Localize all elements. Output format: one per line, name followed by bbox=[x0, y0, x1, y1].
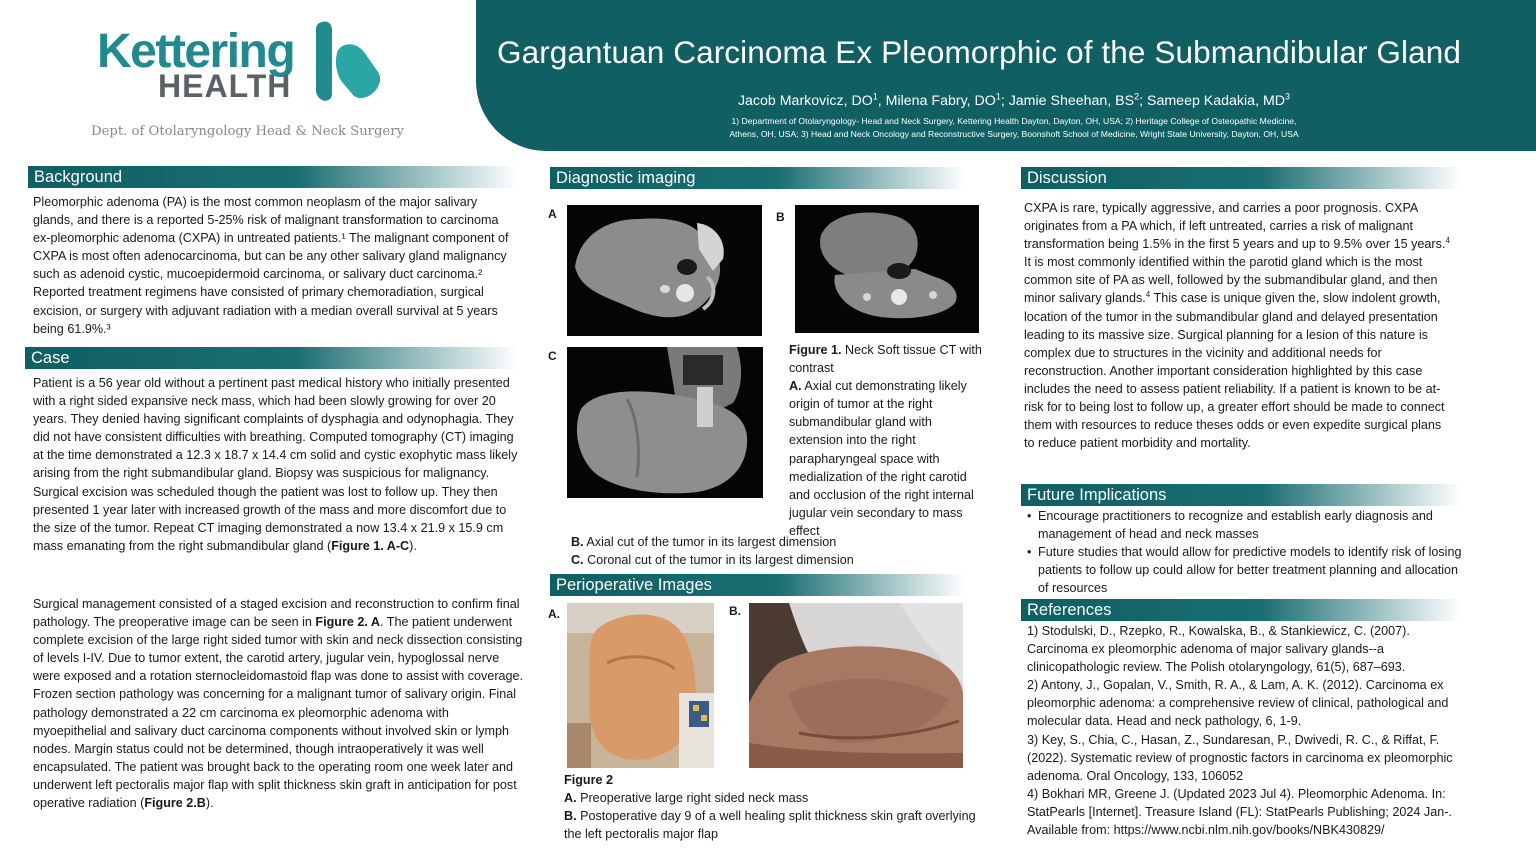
ct-image-axial-b bbox=[795, 205, 979, 333]
case-p1-end: ). bbox=[409, 538, 417, 553]
periop-panel-label-b: B. bbox=[729, 604, 741, 618]
logo-wordmark-health: HEALTH bbox=[158, 68, 292, 104]
section-header-discussion: Discussion bbox=[1021, 167, 1461, 189]
figure-2-b-label: B. bbox=[564, 809, 577, 824]
figure-1-title: Figure 1. bbox=[789, 343, 842, 357]
discussion-text bbox=[1024, 199, 1450, 452]
ct-image-axial-a bbox=[567, 205, 762, 336]
section-header-perioperative-images: Perioperative Images bbox=[550, 574, 965, 596]
future-implication-item: • Encourage practitioners to recognize and establish early diagnosis and management of head and neck masses bbox=[1024, 507, 1464, 543]
section-header-diagnostic-imaging: Diagnostic imaging bbox=[550, 167, 965, 189]
references-list bbox=[1027, 622, 1473, 839]
figure-1-caption bbox=[789, 341, 989, 540]
figure-1-a-label: A. bbox=[789, 379, 802, 394]
section-header-references: References bbox=[1021, 599, 1461, 621]
case-p2-figure-ref-2: Figure 2.B bbox=[144, 796, 206, 811]
figure-1-caption-bc bbox=[571, 533, 971, 569]
author-2: Milena Fabry, DO bbox=[885, 93, 996, 109]
figure-1-title-rest: Neck Soft tissue CT with contrast bbox=[789, 343, 982, 376]
ct-panel-label-c: C bbox=[548, 349, 557, 363]
ct-image-coronal-c bbox=[567, 347, 763, 498]
author-list bbox=[476, 93, 1536, 109]
affiliations-line-2: Athens, OH, USA; 3) Head and Neck Oncology and Reconstructive Surgery, Boonshoft School of Medicine, Wright State University, Dayton, OH, USA bbox=[729, 129, 1299, 139]
case-p1-text: Patient is a 56 year old without a pertinent past medical history who initially presented with a right sided expansive neck mass, which had been slowly growing for over 20 years. They denied having significant complaints of dysphagia and odynophagia. They did not have consistent difficulties with breathing. Computed tomography (CT) imaging at the time demonstrated a 12.3 x 18.7 x 14.4 cm solid and cystic exophytic mass likely arising from the right submandibular gland. Biopsy was suspicious for malignancy. Surgical excision was scheduled though the patient was lost to follow up. They then presented 1 year later with increased growth of the mass and more discomfort due to the size of the tumor. Repeat CT imaging demonstrated a now 13.4 x 21.9 x 15.9 cm mass emanating from the right submandibular gland ( bbox=[33, 376, 518, 553]
future-implications-list bbox=[1024, 507, 1464, 597]
reference-item: 1) Stodulski, D., Rzepko, R., Kowalska, B., & Stankiewicz, C. (2007). Carcinoma ex pleomorphic adenoma of major salivary glands--a clinicopathologic review. The Polish otolaryngology, 61(5), 687–693. bbox=[1027, 624, 1410, 675]
background-text: Pleomorphic adenoma (PA) is the most common neoplasm of the major salivary glands, and there is a reported 5-25% risk of malignant transformation to carcinoma ex-pleomorphic adenoma (CXPA) in untreated patients.¹ The malignant component of CXPA is most often adenocarcinoma, but can be any other salivary gland malignancy such as adenoid cystic, mucoepidermoid carcinoma, or salivary duct carcinoma.² Reported treatment regimens have consisted of primary chemoradiation, surgical excision, or surgery with adjuvant radiation with a median overall survival at 5 years being 61.9%.³ bbox=[33, 195, 509, 336]
figure-1-a-text: Axial cut demonstrating likely origin of tumor at the right submandibular gland with extension into the right parapharyngeal space with medialization of the right carotid and occlusion of the right internal jugular vein secondary to mass effect bbox=[789, 379, 974, 538]
section-header-background: Background bbox=[28, 166, 518, 188]
author-sep: , bbox=[877, 93, 886, 109]
case-p2-end: ). bbox=[205, 796, 214, 811]
reference-item: 3) Key, S., Chia, C., Hasan, Z., Sundaresan, P., Dwivedi, R. C., & Riffat, F. (2022). Systematic review of prognostic factors in carcinoma ex pleomorphic adenoma. Oral Oncology, 133, 106052 bbox=[1027, 732, 1453, 783]
case-p2-text-a: Surgical management consisted of a staged excision and reconstruction to confirm final pathology. The preoperative image can be seen in bbox=[33, 597, 520, 630]
author-4-affil: 3 bbox=[1285, 91, 1291, 102]
discussion-citation-2: 4 bbox=[1145, 290, 1151, 300]
kettering-logo-icon bbox=[316, 20, 382, 102]
case-paragraph-2 bbox=[33, 595, 525, 812]
figure-2-title: Figure 2 bbox=[564, 773, 613, 787]
author-3: Jamie Sheehan, BS bbox=[1008, 93, 1135, 109]
author-2-affil: 1 bbox=[995, 91, 1001, 102]
discussion-text-3: This case is unique given the, slow indolent growth, location of the tumor in the submandibular gland and delayed presentation leading to its massive size. Surgical planning for a lesion of this nature is complex due to structures in the vicinity and additional needs for reconstruction. Another important consideration highlighted by this case includes the need to assess patient reliability. If a patient is known to be at-risk for to being lost to follow up, a greater effort should be made to connect them with resources to reduce theses odds or even expedite surgical plans to reduce patient morbidity and mortality. bbox=[1024, 291, 1445, 451]
figure-2-b-text: Postoperative day 9 of a well healing split thickness skin graft overlying the left pectoralis major flap bbox=[564, 809, 976, 842]
ct-panel-label-a: A bbox=[548, 207, 557, 221]
case-paragraph-1 bbox=[33, 374, 525, 555]
author-sep: ; bbox=[1139, 93, 1148, 109]
figure-2-caption bbox=[564, 771, 984, 843]
discussion-text-1: CXPA is rare, typically aggressive, and carries a poor prognosis. CXPA originates from a PA which, if left untreated, carries a risk of malignant transformation being 1.5% in the first 5 years and up to 9.5% over 15 years. bbox=[1024, 201, 1446, 252]
author-3-affil: 2 bbox=[1134, 91, 1140, 102]
case-p1-figure-ref: Figure 1. A-C bbox=[331, 538, 410, 553]
department-name: Dept. of Otolaryngology Head & Neck Surgery bbox=[91, 124, 404, 139]
section-header-case: Case bbox=[25, 347, 518, 369]
figure-2-a-text: Preoperative large right sided neck mass bbox=[576, 791, 809, 806]
author-1: Jacob Markovicz, DO bbox=[737, 93, 873, 109]
figure-2-a-label: A. bbox=[564, 791, 577, 806]
preoperative-photo bbox=[567, 603, 714, 768]
reference-item: 2) Antony, J., Gopalan, V., Smith, R. A., & Lam, A. K. (2012). Carcinoma ex pleomorphic adenoma: a comprehensive review of clinical, pathological and molecular data. Head and neck pathology, 6, 1-9. bbox=[1027, 678, 1449, 729]
figure-1-b-text: Axial cut of the tumor in its largest dimension bbox=[583, 535, 837, 549]
figure-1-c-label: C. bbox=[571, 553, 584, 568]
postoperative-photo bbox=[749, 603, 963, 768]
discussion-citation-1: 4 bbox=[1445, 236, 1450, 245]
figure-1-c-text: Coronal cut of the tumor in its largest dimension bbox=[583, 553, 854, 568]
author-1-affil: 1 bbox=[872, 91, 878, 102]
logo-wordmark-kettering: Kettering bbox=[97, 25, 295, 78]
case-p2-text-b: . The patient underwent complete excision of the large right sided tumor with skin and neck dissection consisting of levels I-IV. Due to tumor extent, the carotid artery, jugular vein, hypoglossal nerve were exposed and a rotation sternocleidomastoid flap was done to assist with coverage. Frozen section pathology was concerning for a malignant tumor of salivary origin. Final pathology demonstrated a 22 cm carcinoma ex pleomorphic adenoma with myoepithelial and salivary duct carcinoma components without involved skin or lymph nodes. Margin status could not be determined, though intraoperatively it was well encapsulated. The patient was brought back to the operating room one week later and underwent left pectoralis major flap with split thickness skin graft in anticipation for post operative radiation ( bbox=[33, 615, 524, 811]
future-implication-item: • Future studies that would allow for predictive models to identify risk of losing patients to follow up could allow for better treatment planning and allocation of resources bbox=[1024, 543, 1464, 597]
section-header-future-implications: Future Implications bbox=[1021, 484, 1461, 506]
case-p2-figure-ref: Figure 2. A bbox=[315, 615, 381, 630]
author-sep: ; bbox=[1000, 93, 1009, 109]
poster-title: Gargantuan Carcinoma Ex Pleomorphic of the Submandibular Gland bbox=[497, 34, 1461, 70]
author-4: Sameep Kadakia, MD bbox=[1147, 93, 1286, 109]
affiliations-line-1: 1) Department of Otolaryngology- Head and Neck Surgery, Kettering Health Dayton, Dayton, OH, USA; 2) Heritage College of Osteopathic Medicine, bbox=[731, 116, 1297, 126]
reference-item: 4) Bokhari MR, Greene J. (Updated 2023 Jul 4). Pleomorphic Adenoma. In: StatPearls [Internet]. Treasure Island (FL): StatPearls Publishing; 2024 Jan-. Available from: https://www.ncbi.nlm.nih.gov/books/NBK430829/ bbox=[1027, 786, 1452, 838]
periop-panel-label-a: A. bbox=[548, 607, 560, 621]
figure-1-b-label: B. bbox=[571, 535, 584, 549]
discussion-text-2: It is most commonly identified within the parotid gland which is the most common site of PA as well, followed by the submandibular gland, and then minor salivary glands. bbox=[1024, 255, 1438, 306]
ct-panel-label-b: B bbox=[776, 210, 785, 224]
